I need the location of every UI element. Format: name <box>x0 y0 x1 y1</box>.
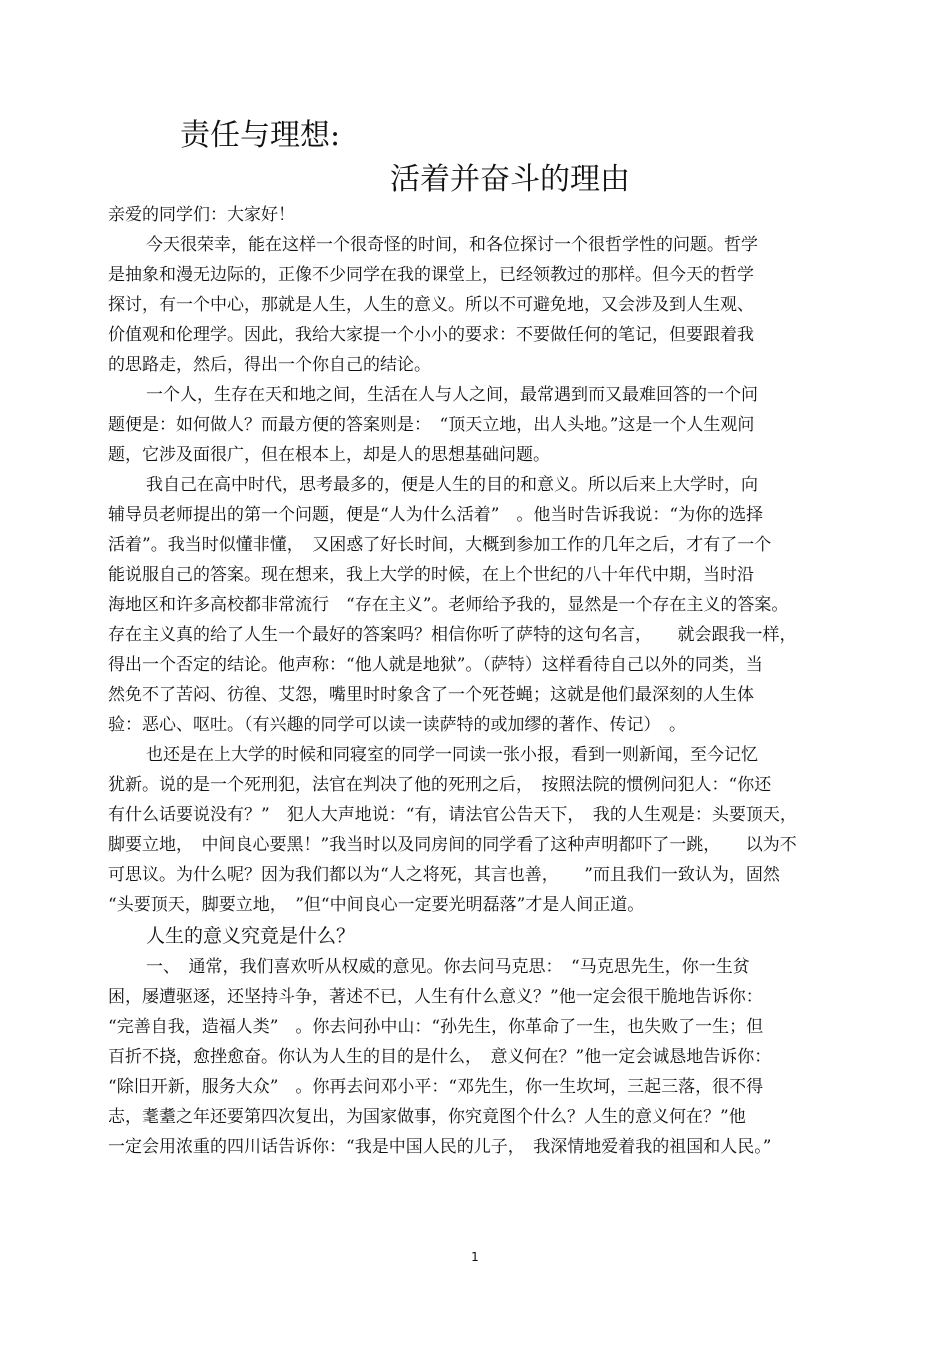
page-number: 1 <box>471 1250 479 1264</box>
body-line: 困，屡遭驱逐，还坚持斗争，著述不已，人生有什么意义？”他一定会很干脆地告诉你： <box>108 987 763 1007</box>
body-line: 活着”。我当时似懂非懂， 又困惑了好长时间，大概到参加工作的几年之后，才有了一个 <box>108 535 772 555</box>
title-line-1: 责任与理想: <box>180 118 341 153</box>
body-line: 一定会用浓重的四川话告诉你：“我是中国人民的儿子， 我深情地爱着我的祖国和人民。” <box>108 1137 772 1157</box>
body-line: 脚要立地， 中间良心要黑！”我当时以及同房间的同学看了这种声明都吓了一跳， 以为不 <box>108 835 797 855</box>
body-line: 可思议。为什么呢？因为我们都以为“人之将死，其言也善， ”而且我们一致认为，固然 <box>108 865 780 885</box>
body-line: 今天很荣幸，能在这样一个很奇怪的时间，和各位探讨一个很哲学性的问题。哲学 <box>146 235 758 255</box>
body-line: 是抽象和漫无边际的，正像不少同学在我的课堂上，已经领教过的那样。但今天的哲学 <box>108 265 754 285</box>
section-heading: 人生的意义究竟是什么？ <box>146 925 356 947</box>
body-line: “除旧开新，服务大众” 。你再去问邓小平：“邓先生，你一生坎坷，三起三落，很不得 <box>108 1077 764 1097</box>
body-line: 探讨，有一个中心，那就是人生，人生的意义。所以不可避免地，又会涉及到人生观、 <box>108 295 754 315</box>
body-line: 题便是：如何做人？而最方便的答案则是： “顶天立地，出人头地。”这是一个人生观问 <box>108 415 755 435</box>
body-line: 百折不挠，愈挫愈奋。你认为人生的目的是什么， 意义何在？”他一定会诚恳地告诉你： <box>108 1047 772 1067</box>
body-line: 存在主义真的给了人生一个最好的答案吗？相信你听了萨特的这句名言， 就会跟我一样， <box>108 625 797 645</box>
body-line: 也还是在上大学的时候和同寝室的同学一同读一张小报，看到一则新闻，至今记忆 <box>146 745 758 765</box>
body-line: 一、 通常，我们喜欢听从权威的意见。你去问马克思： “马克思先生，你一生贫 <box>146 957 750 977</box>
salutation: 亲爱的同学们：大家好！ <box>108 205 295 225</box>
body-line: 验：恶心、呕吐。（有兴趣的同学可以读一读萨特的或加缪的著作、传记） 。 <box>108 715 686 735</box>
title-line-2: 活着并奋斗的理由 <box>390 162 630 197</box>
body-line: “头要顶天，脚要立地， ”但“中间良心一定要光明磊落”才是人间正道。 <box>108 895 645 915</box>
body-line: “完善自我，造福人类” 。你去问孙中山：“孙先生，你革命了一生，也失败了一生；但 <box>108 1017 764 1037</box>
body-line: 价值观和伦理学。因此，我给大家提一个小小的要求：不要做任何的笔记，但要跟着我 <box>108 325 754 345</box>
body-line: 有什么话要说没有？” 犯人大声地说：“有，请法官公告天下， 我的人生观是：头要顶天， <box>108 805 797 825</box>
body-line: 犹新。说的是一个死刑犯，法官在判决了他的死刑之后， 按照法院的惯例问犯人：“你还 <box>108 775 772 795</box>
body-line: 海地区和许多高校都非常流行 “存在主义”。老师给予我的，显然是一个存在主义的答案。 <box>108 595 789 615</box>
body-line: 辅导员老师提出的第一个问题，便是“人为什么活着” 。他当时告诉我说：“为你的选择 <box>108 505 764 525</box>
body-line: 能说服自己的答案。现在想来，我上大学的时候，在上个世纪的八十年代中期，当时沿 <box>108 565 754 585</box>
body-line: 题，它涉及面很广，但在根本上，却是人的思想基础问题。 <box>108 445 550 465</box>
document-body <box>108 200 848 1162</box>
body-line: 一个人，生存在天和地之间，生活在人与人之间，最常遇到而又最难回答的一个问 <box>146 385 758 405</box>
body-line: 得出一个否定的结论。他声称：“他人就是地狱”。（萨特）这样看待自己以外的同类，当 <box>108 655 763 675</box>
body-line: 志，耄耋之年还要第四次复出，为国家做事，你究竟图个什么？人生的意义何在？”他 <box>108 1107 746 1127</box>
body-line: 我自己在高中时代，思考最多的，便是人生的目的和意义。所以后来上大学时，向 <box>146 475 758 495</box>
body-line: 然免不了苦闷、彷徨、艾怨，嘴里时时象含了一个死苍蝇；这就是他们最深刻的人生体 <box>108 685 754 705</box>
body-line: 的思路走，然后，得出一个你自己的结论。 <box>108 355 431 375</box>
